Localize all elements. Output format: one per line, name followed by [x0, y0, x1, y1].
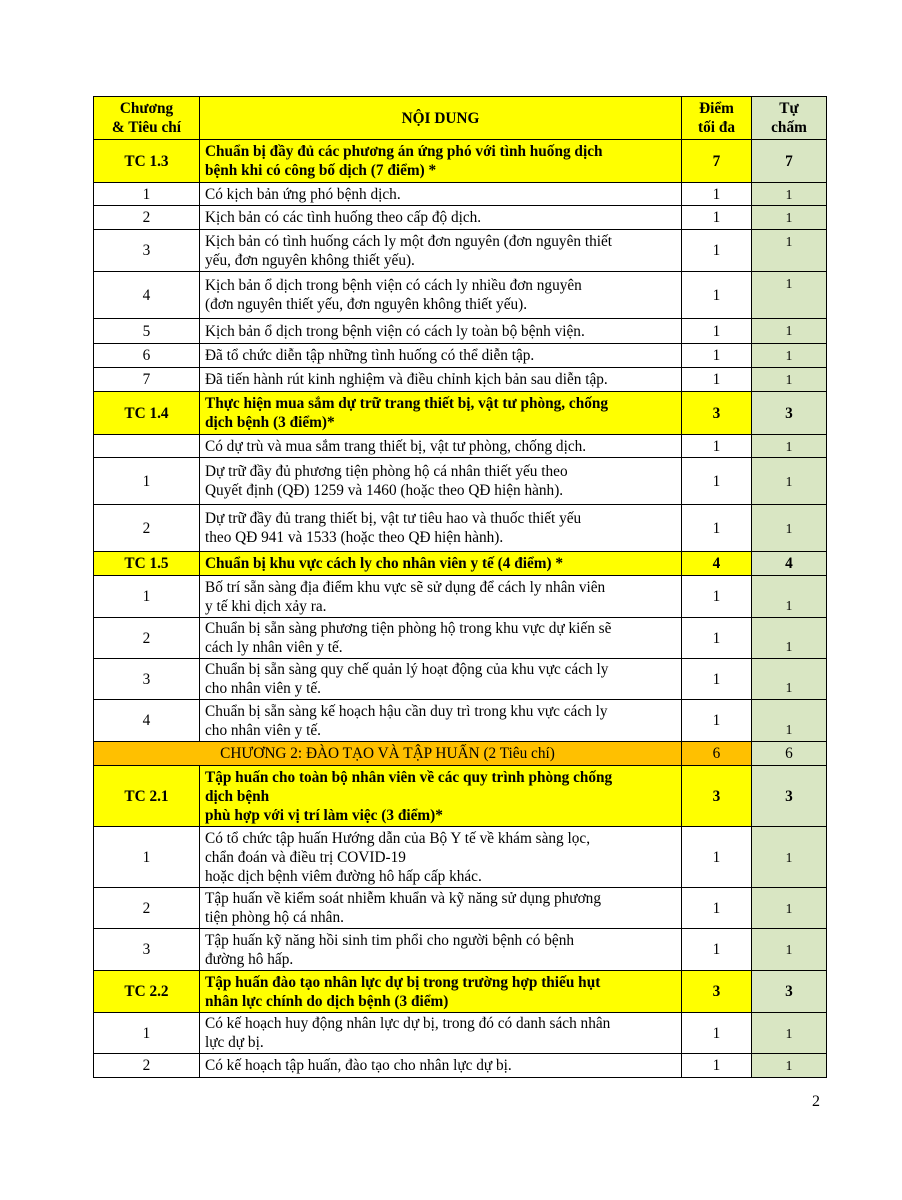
item-number: 5	[94, 319, 200, 344]
table-header-row	[94, 97, 827, 140]
item-number: 2	[94, 618, 200, 659]
table-row	[94, 319, 827, 344]
item-number: 1	[94, 183, 200, 206]
item-content: Kịch bản có các tình huống theo cấp độ dịch.	[200, 206, 682, 230]
max-score: 1	[682, 230, 752, 272]
chapter-row	[94, 742, 827, 766]
chapter-title: CHƯƠNG 2: ĐÀO TẠO VÀ TẬP HUẤN (2 Tiêu chí)	[94, 742, 682, 766]
page-number: 2	[812, 1093, 820, 1110]
max-score: 1	[682, 827, 752, 888]
table-row	[94, 368, 827, 392]
table-row	[94, 272, 827, 319]
self-score: 1	[752, 576, 827, 618]
table-row	[94, 888, 827, 929]
self-score: 1	[752, 618, 827, 659]
item-number: 4	[94, 272, 200, 319]
self-score: 3	[752, 971, 827, 1013]
max-score: 1	[682, 1054, 752, 1078]
criterion-title: Tập huấn cho toàn bộ nhân viên về các quy trình phòng chống dịch bệnh phù hợp với vị trí làm việc (3 điểm)*	[200, 766, 682, 827]
max-score: 4	[682, 552, 752, 576]
item-content: Bố trí sẵn sàng địa điểm khu vực sẽ sử dụng để cách ly nhân viên y tế khi dịch xảy ra.	[200, 576, 682, 618]
item-number: 2	[94, 206, 200, 230]
item-number: 7	[94, 368, 200, 392]
max-score: 1	[682, 1013, 752, 1054]
table-row	[94, 505, 827, 552]
criterion-row	[94, 392, 827, 435]
table-row	[94, 1054, 827, 1078]
max-score: 1	[682, 272, 752, 319]
self-score: 1	[752, 319, 827, 344]
criterion-title: Chuẩn bị khu vực cách ly cho nhân viên y tế (4 điểm) *	[200, 552, 682, 576]
table-row	[94, 206, 827, 230]
criteria-table-body	[94, 97, 827, 1078]
max-score: 6	[682, 742, 752, 766]
item-number: 3	[94, 659, 200, 700]
self-score: 7	[752, 140, 827, 183]
self-score: 3	[752, 766, 827, 827]
max-score: 7	[682, 140, 752, 183]
self-score: 1	[752, 827, 827, 888]
item-number: 4	[94, 700, 200, 742]
max-score: 1	[682, 458, 752, 505]
item-number: 1	[94, 576, 200, 618]
max-score: 3	[682, 766, 752, 827]
table-row	[94, 183, 827, 206]
max-score: 1	[682, 576, 752, 618]
criterion-title: Tập huấn đào tạo nhân lực dự bị trong trường hợp thiếu hụt nhân lực chính do dịch bệnh (3 điểm)	[200, 971, 682, 1013]
item-number: 6	[94, 344, 200, 368]
max-score: 1	[682, 435, 752, 458]
table-row	[94, 929, 827, 971]
table-row	[94, 827, 827, 888]
self-score: 1	[752, 230, 827, 272]
table-row	[94, 618, 827, 659]
criterion-row	[94, 552, 827, 576]
self-score: 1	[752, 206, 827, 230]
item-number: 2	[94, 888, 200, 929]
self-score: 1	[752, 1013, 827, 1054]
item-content: Có kế hoạch huy động nhân lực dự bị, trong đó có danh sách nhân lực dự bị.	[200, 1013, 682, 1054]
item-number	[94, 435, 200, 458]
max-score: 1	[682, 659, 752, 700]
item-number: 2	[94, 505, 200, 552]
max-score: 1	[682, 183, 752, 206]
self-score: 1	[752, 344, 827, 368]
max-score: 1	[682, 505, 752, 552]
criterion-title: Chuẩn bị đầy đủ các phương án ứng phó với tình huống dịch bệnh khi có công bố dịch (7 điểm) *	[200, 140, 682, 183]
criterion-code: TC 2.2	[94, 971, 200, 1013]
item-number: 3	[94, 230, 200, 272]
self-score: 1	[752, 659, 827, 700]
criterion-title: Thực hiện mua sắm dự trữ trang thiết bị, vật tư phòng, chống dịch bệnh (3 điểm)*	[200, 392, 682, 435]
max-score: 3	[682, 392, 752, 435]
criterion-row	[94, 140, 827, 183]
self-score: 1	[752, 183, 827, 206]
max-score: 1	[682, 319, 752, 344]
criterion-code: TC 1.3	[94, 140, 200, 183]
item-number: 1	[94, 458, 200, 505]
self-score: 1	[752, 700, 827, 742]
item-content: Chuẩn bị sẵn sàng kế hoạch hậu cần duy trì trong khu vực cách ly cho nhân viên y tế.	[200, 700, 682, 742]
item-content: Có kịch bản ứng phó bệnh dịch.	[200, 183, 682, 206]
item-content: Kịch bản có tình huống cách ly một đơn nguyên (đơn nguyên thiết yếu, đơn nguyên không thiết yếu).	[200, 230, 682, 272]
max-score: 1	[682, 368, 752, 392]
self-score: 1	[752, 368, 827, 392]
table-row	[94, 344, 827, 368]
table-row	[94, 435, 827, 458]
self-score: 1	[752, 1054, 827, 1078]
item-content: Tập huấn về kiểm soát nhiễm khuẩn và kỹ năng sử dụng phương tiện phòng hộ cá nhân.	[200, 888, 682, 929]
criterion-row	[94, 766, 827, 827]
item-content: Kịch bản ổ dịch trong bệnh viện có cách ly nhiều đơn nguyên (đơn nguyên thiết yếu, đơn nguyên không thiết yếu).	[200, 272, 682, 319]
item-number: 2	[94, 1054, 200, 1078]
self-score: 1	[752, 929, 827, 971]
header-content: NỘI DUNG	[200, 97, 682, 140]
item-content: Có dự trù và mua sắm trang thiết bị, vật tư phòng, chống dịch.	[200, 435, 682, 458]
criterion-code: TC 1.5	[94, 552, 200, 576]
item-content: Có tổ chức tập huấn Hướng dẫn của Bộ Y tế về khám sàng lọc, chẩn đoán và điều trị COVID-19 hoặc dịch bệnh viêm đường hô hấp cấp khác.	[200, 827, 682, 888]
self-score: 3	[752, 392, 827, 435]
self-score: 1	[752, 505, 827, 552]
item-content: Đã tiến hành rút kinh nghiệm và điều chỉnh kịch bản sau diễn tập.	[200, 368, 682, 392]
header-chapter: Chương & Tiêu chí	[94, 97, 200, 140]
item-content: Chuẩn bị sẵn sàng phương tiện phòng hộ trong khu vực dự kiến sẽ cách ly nhân viên y tế.	[200, 618, 682, 659]
criterion-code: TC 1.4	[94, 392, 200, 435]
self-score: 1	[752, 435, 827, 458]
max-score: 1	[682, 344, 752, 368]
self-score: 6	[752, 742, 827, 766]
self-score: 4	[752, 552, 827, 576]
self-score: 1	[752, 888, 827, 929]
criteria-table	[93, 96, 827, 1078]
self-score: 1	[752, 272, 827, 319]
criterion-row	[94, 971, 827, 1013]
header-max-score: Điểm tối đa	[682, 97, 752, 140]
max-score: 1	[682, 618, 752, 659]
item-number: 1	[94, 1013, 200, 1054]
item-content: Dự trữ đầy đủ phương tiện phòng hộ cá nhân thiết yếu theo Quyết định (QĐ) 1259 và 1460 (hoặc theo QĐ hiện hành).	[200, 458, 682, 505]
item-content: Dự trữ đầy đủ trang thiết bị, vật tư tiêu hao và thuốc thiết yếu theo QĐ 941 và 1533 (hoặc theo QĐ hiện hành).	[200, 505, 682, 552]
self-score: 1	[752, 458, 827, 505]
item-content: Kịch bản ổ dịch trong bệnh viện có cách ly toàn bộ bệnh viện.	[200, 319, 682, 344]
max-score: 1	[682, 929, 752, 971]
table-row	[94, 1013, 827, 1054]
item-number: 1	[94, 827, 200, 888]
item-content: Đã tổ chức diễn tập những tình huống có thể diễn tập.	[200, 344, 682, 368]
table-row	[94, 458, 827, 505]
table-row	[94, 659, 827, 700]
item-content: Chuẩn bị sẵn sàng quy chế quản lý hoạt động của khu vực cách ly cho nhân viên y tế.	[200, 659, 682, 700]
header-self-score: Tự chấm	[752, 97, 827, 140]
table-row	[94, 700, 827, 742]
table-row	[94, 230, 827, 272]
item-content: Có kế hoạch tập huấn, đào tạo cho nhân lực dự bị.	[200, 1054, 682, 1078]
max-score: 1	[682, 700, 752, 742]
table-row	[94, 576, 827, 618]
criterion-code: TC 2.1	[94, 766, 200, 827]
max-score: 1	[682, 888, 752, 929]
max-score: 1	[682, 206, 752, 230]
item-content: Tập huấn kỹ năng hồi sinh tim phổi cho người bệnh có bệnh đường hô hấp.	[200, 929, 682, 971]
max-score: 3	[682, 971, 752, 1013]
item-number: 3	[94, 929, 200, 971]
